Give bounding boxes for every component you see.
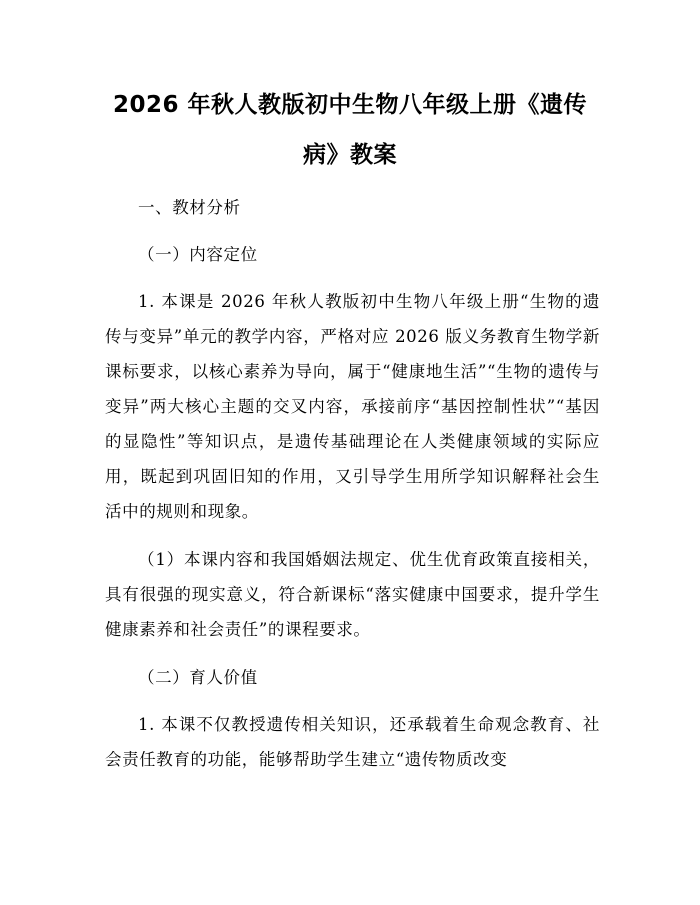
paragraph-2: （1）本课内容和我国婚姻法规定、优生优育政策直接相关，具有很强的现实意义，符合新课标“落实健康中国要求，提升学生健康素养和社会责任”的课程要求。 bbox=[105, 550, 600, 639]
subsection-heading-educational-value: （二）育人价值 bbox=[138, 668, 258, 687]
title-line-1: 2026 年秋人教版初中生物八年级上册《遗传 bbox=[112, 92, 588, 118]
document-title bbox=[100, 80, 600, 180]
paragraph-3: 1. 本课不仅教授遗传相关知识，还承载着生命观念教育、社会责任教育的功能，能够帮助学生建立“遗传物质改变 bbox=[105, 715, 600, 769]
title-line-2: 病》教案 bbox=[303, 142, 397, 168]
paragraph-1: 1. 本课是 2026 年秋人教版初中生物八年级上册“生物的遗传与变异”单元的教学内容，严格对应 2026 版义务教育生物学新课标要求，以核心素养为导向，属于“健康地生活”“生物的遗传与变异”两大核心主题的交叉内容，承接前序“基因控制性状”“基因的显隐性”等知识点，是遗传基础理论在人类健康领域的实际应用，既起到巩固旧知的作用，又引导学生用所学知识解释社会生活中的规则和现象。 bbox=[105, 292, 600, 521]
section-heading-textbook-analysis: 一、教材分析 bbox=[138, 198, 241, 217]
subsection-heading-content-positioning: （一）内容定位 bbox=[138, 245, 258, 264]
document-body bbox=[105, 190, 600, 790]
